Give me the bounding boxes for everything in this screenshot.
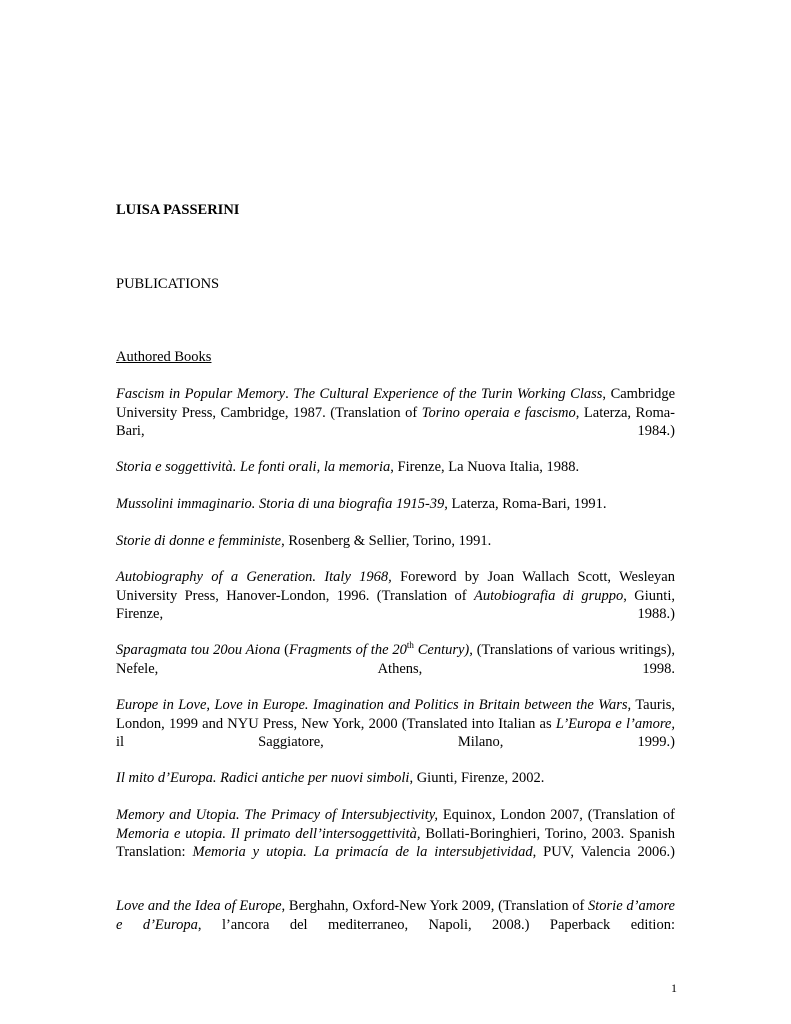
publication-original-title: Autobiografia di gruppo bbox=[474, 587, 624, 604]
subsection-title: Authored Books bbox=[116, 349, 212, 365]
publication-text: , Rosenberg & Sellier, Torino, 1991. bbox=[281, 533, 492, 549]
publication-original-title: Storie d’amore e d’Europa bbox=[116, 898, 675, 933]
publication-title: Fragments of the 20 bbox=[289, 642, 407, 658]
publication-title: Fascism in Popular Memory bbox=[116, 386, 286, 402]
publication-entry bbox=[116, 385, 675, 459]
publication-text: , Giunti, Firenze, 2002. bbox=[409, 770, 545, 786]
publication-text: Tauris, London, 1999 and NYU Press, New York, 2000 (Translated into Italian as bbox=[116, 697, 675, 732]
publication-text: . bbox=[285, 386, 294, 402]
publication-text: il Saggiatore, Milano, 1999.) bbox=[116, 734, 675, 750]
publication-original-title: Memoria e utopia. Il primato dell’intersoggettività, bbox=[116, 825, 421, 842]
publication-text: , Laterza, Roma-Bari, 1991. bbox=[444, 496, 607, 512]
publication-text: , bbox=[671, 642, 675, 658]
publication-original-title: Torino operaia e fascismo bbox=[421, 404, 576, 421]
superscript: th bbox=[406, 640, 414, 651]
publication-title: Sparagmata tou 20ou Aiona bbox=[116, 642, 281, 658]
publication-text: , Firenze, La Nuova Italia, 1988. bbox=[390, 459, 580, 475]
publication-text: Equinox, London 2007, (Translation of bbox=[438, 807, 675, 823]
publication-translated-title: L’Europa e l’amore, bbox=[555, 715, 675, 732]
publication-title: Storie di donne e femministe bbox=[116, 533, 282, 549]
publication-title: The Cultural Experience of the Turin Working Class bbox=[293, 386, 603, 402]
publication-text: , Laterza, Roma-Bari, 1984.) bbox=[116, 404, 675, 439]
publication-text: ( bbox=[280, 642, 289, 658]
publication-translated-title: Memoria y utopia. La primacía de la intersubjetividad bbox=[192, 844, 533, 860]
publication-text: , Cambridge University Press, Cambridge, 1987. (Translation of bbox=[116, 386, 675, 421]
publication-title: Storia e soggettività. Le fonti orali, la memoria bbox=[116, 459, 391, 475]
publication-entry bbox=[116, 532, 675, 551]
publication-title: Love and the Idea of Europe bbox=[116, 898, 282, 914]
publication-title: Autobiography of a Generation. Italy 1968, bbox=[116, 569, 392, 585]
publication-title: Europe in Love, Love in Europe. Imagination and Politics in Britain between the Wars, bbox=[116, 697, 632, 713]
publication-title: Century), bbox=[413, 642, 473, 658]
publication-entry bbox=[116, 897, 675, 953]
section-title: PUBLICATIONS bbox=[116, 276, 220, 292]
publication-title: Mussolini immaginario. Storia di una biografia 1915-39 bbox=[116, 496, 445, 512]
publication-entry bbox=[116, 696, 675, 770]
publication-entry bbox=[116, 458, 675, 477]
publication-entry bbox=[116, 495, 675, 514]
publication-text: , Berghahn, Oxford-New York 2009, (Translation of bbox=[281, 898, 589, 914]
publication-text: , l’ancora del mediterraneo, Napoli, 2008.) Paperback edition: bbox=[197, 916, 675, 933]
publication-entry bbox=[116, 769, 675, 788]
publication-text: , Giunti, Firenze, 1988.) bbox=[116, 587, 675, 622]
publication-text: Nefele, Athens, 1998. bbox=[116, 660, 675, 677]
page-number: 1 bbox=[671, 981, 677, 995]
publication-entry bbox=[116, 641, 675, 697]
author-name: LUISA PASSERINI bbox=[116, 202, 240, 218]
publication-entry bbox=[116, 568, 675, 642]
publication-entry bbox=[116, 806, 675, 880]
publication-title: Memory and Utopia. The Primacy of Intersubjectivity, bbox=[116, 807, 439, 823]
publication-text: (Translations of various writings) bbox=[472, 642, 672, 658]
publication-text: Foreword by Joan Wallach Scott, Wesleyan University Press, Hanover-London, 1996. (Translation of bbox=[116, 569, 675, 604]
publication-text: Bollati-Boringhieri, Torino, 2003. Spanish Translation: bbox=[116, 825, 675, 860]
publication-title: Il mito d’Europa. Radici antiche per nuovi simboli bbox=[116, 770, 410, 786]
publication-text: , PUV, Valencia 2006.) bbox=[532, 844, 676, 860]
